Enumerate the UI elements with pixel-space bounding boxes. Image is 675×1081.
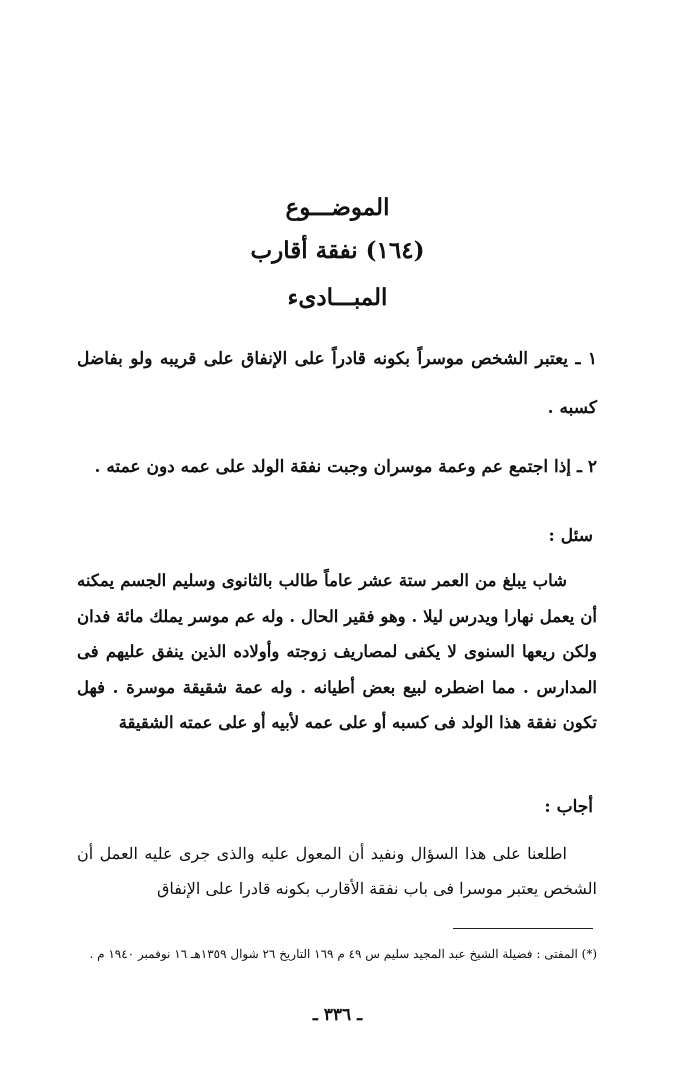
principles-label: المبـــادىء <box>287 284 388 311</box>
question-text: شاب يبلغ من العمر ستة عشر عاماً طالب بالثانوى وسليم الجسم يمكنه أن يعمل نهارا ويدرس ليلا . وهو فقير الحال . وله عم موسر يملك مائة فدان ولكن ريعها السنوى لا يكفى لمصاريف زوجته وأولاده الذين ينفق عليهم فى المدارس . مما اضطره لبيع بعض أطيانه . وله عمة شقيقة موسرة . فهل تكون نفقة هذا الولد فى كسبه أو على عمه لأبيه أو على عمته الشقيقة <box>77 571 597 732</box>
page-number: ـ ٣٣٦ ـ <box>312 1005 363 1025</box>
topic-label: الموضـــوع <box>285 194 390 221</box>
question-label: سئل : <box>548 526 593 546</box>
principle-item: ٢ ـ إذا اجتمع عم وعمة موسران وجبت نفقة الولد على عمه دون عمته . <box>94 457 597 477</box>
topic-title: (١٦٤) نفقة أقارب <box>250 237 425 264</box>
footnote-divider <box>453 928 593 929</box>
principle-item: ١ ـ يعتبر الشخص موسراً بكونه قادراً على الإنفاق على قريبه ولو بفاضل كسبه . <box>77 349 597 418</box>
footnote: (*) المفتى : فضيلة الشيخ عبد المجيد سليم س ٤٩ م ١٦٩ التاريخ ٢٦ شوال ١٣٥٩هـ ١٦ نوفمبر ١٩٤٠ م . <box>89 947 597 961</box>
answer-label: أجاب : <box>544 797 593 817</box>
answer-text: اطلعنا على هذا السؤال ونفيد أن المعول عليه والذى جرى عليه العمل أن الشخص يعتبر موسرا فى باب نفقة الأقارب بكونه قادرا على الإنفاق <box>77 844 597 898</box>
principles-list <box>77 335 597 502</box>
